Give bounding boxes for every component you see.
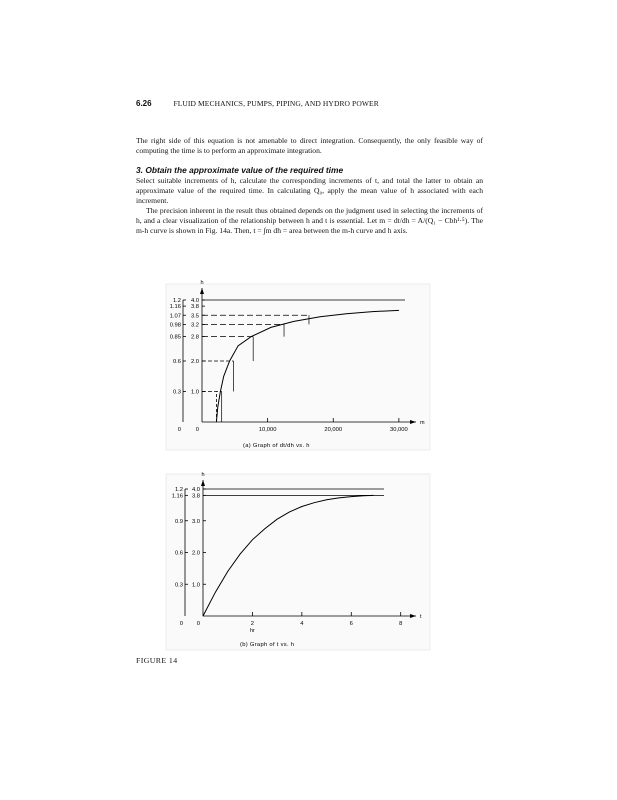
y-tick-label: 4.0	[190, 298, 199, 304]
x-tick-label: 20,000	[324, 427, 343, 433]
y-tick-label: 1.0	[191, 582, 200, 589]
x-axis-label: m	[420, 420, 425, 426]
y-tick-label: 2.0	[190, 359, 199, 365]
chart-a	[166, 280, 430, 450]
step-title: Obtain the approximate value of the required time	[145, 165, 344, 175]
y-tick-label: 0	[196, 621, 200, 627]
x-tick-label: 8	[399, 621, 403, 627]
series-point	[227, 571, 228, 572]
x-axis-label: t	[420, 614, 422, 620]
outer-y-tick-label: 1.2	[174, 487, 183, 493]
series-point	[294, 321, 295, 322]
outer-y-tick-label: 1.16	[171, 493, 183, 500]
outer-y-tick-label: 0.9	[174, 518, 183, 525]
y-tick-label: 2.0	[191, 550, 200, 557]
outer-y-tick-label: 0.6	[172, 359, 181, 365]
y-tick-label: 3.8	[190, 304, 199, 311]
y-tick-label: 3.0	[191, 518, 200, 525]
series-point	[351, 496, 352, 497]
series-point	[215, 592, 216, 593]
outer-y-tick-label: 0	[179, 621, 183, 627]
outer-y-tick-label: 0.6	[174, 550, 183, 557]
y-tick-label: 4.0	[191, 487, 200, 493]
series-point	[314, 502, 315, 503]
series-point	[217, 406, 218, 407]
series-point	[252, 540, 253, 541]
y-tick-label: 3.5	[190, 313, 199, 320]
series-point	[240, 554, 241, 555]
series-point	[216, 422, 217, 423]
series-point	[271, 327, 272, 328]
outer-y-tick-label: 0.3	[174, 582, 183, 589]
chart-title: (b) Graph of t vs. h	[240, 642, 295, 648]
running-title: FLUID MECHANICS, PUMPS, PIPING, AND HYDRO POWER	[173, 99, 379, 108]
y-axis-label: h	[200, 280, 204, 286]
series-point	[223, 376, 224, 377]
outer-y-tick-label: 0.85	[169, 334, 181, 341]
y-tick-label: 2.8	[190, 334, 199, 341]
series-point	[251, 336, 252, 337]
page-number: 6.26	[136, 99, 152, 108]
series-point	[264, 528, 265, 529]
series-point	[373, 495, 374, 496]
chart-title: (a) Graph of dt/dh vs. h	[243, 443, 310, 449]
series-point	[229, 361, 230, 362]
outer-y-tick-label: 0.3	[172, 389, 181, 396]
x-tick-label: 30,000	[390, 427, 408, 433]
y-axis-label: h	[201, 472, 205, 478]
series-point	[399, 310, 400, 311]
series-point	[346, 313, 347, 314]
series-point	[289, 512, 290, 513]
series-point	[302, 506, 303, 507]
outer-y-tick-label: 1.2	[172, 298, 181, 304]
paragraph-2: The precision inherent in the result thus obtained depends on the judgment used in selecting the increments of h, and a clear visualization of the relationship between h and t is essential. Let m = dt/dh = A/(Q₁ − Cbh¹·⁵). The m-h curve is shown in Fig. 14a. Then, t = ∫m dh = area between the m-h curve and h axis.	[136, 206, 483, 235]
x-tick-label: 10,000	[258, 427, 277, 433]
x-tick-label: 2	[250, 621, 255, 627]
series-point	[372, 311, 373, 312]
step-number: 3.	[136, 165, 143, 175]
series-point	[220, 391, 221, 392]
series-point	[277, 519, 278, 520]
y-tick-label: 0	[195, 427, 199, 433]
series-point	[320, 316, 321, 317]
outer-y-tick-label: 1.16	[169, 304, 181, 311]
chart-frame	[166, 284, 430, 450]
y-tick-label: 3.8	[191, 493, 200, 500]
series-point	[326, 499, 327, 500]
figure-caption: FIGURE 14	[136, 656, 178, 665]
series-point	[203, 616, 204, 617]
outer-y-tick-label: 1.07	[169, 313, 181, 320]
y-tick-label: 3.2	[190, 322, 199, 329]
chart-frame	[166, 474, 430, 650]
series-point	[363, 495, 364, 496]
outer-y-tick-label: 0.98	[169, 322, 181, 329]
intro-paragraph: The right side of this equation is not amenable to direct integration. Consequently, the only feasible way of computing the time is to perform an approximate integration.	[136, 136, 483, 155]
series-point	[339, 498, 340, 499]
y-tick-label: 1.0	[190, 389, 199, 396]
x-tick-label: 6	[349, 621, 353, 627]
outer-y-tick-label: 0	[177, 427, 181, 433]
x-unit-label: hr	[249, 628, 255, 634]
x-tick-label: 4	[300, 621, 304, 627]
chart-b	[166, 472, 430, 650]
series-point	[238, 345, 239, 346]
paragraph-1: Select suitable increments of h, calculate the corresponding increments of t, and total the latter to obtain an approximate value of the required time. In calculating Q₀, apply the mean value of h associated with each increment.	[136, 176, 483, 205]
